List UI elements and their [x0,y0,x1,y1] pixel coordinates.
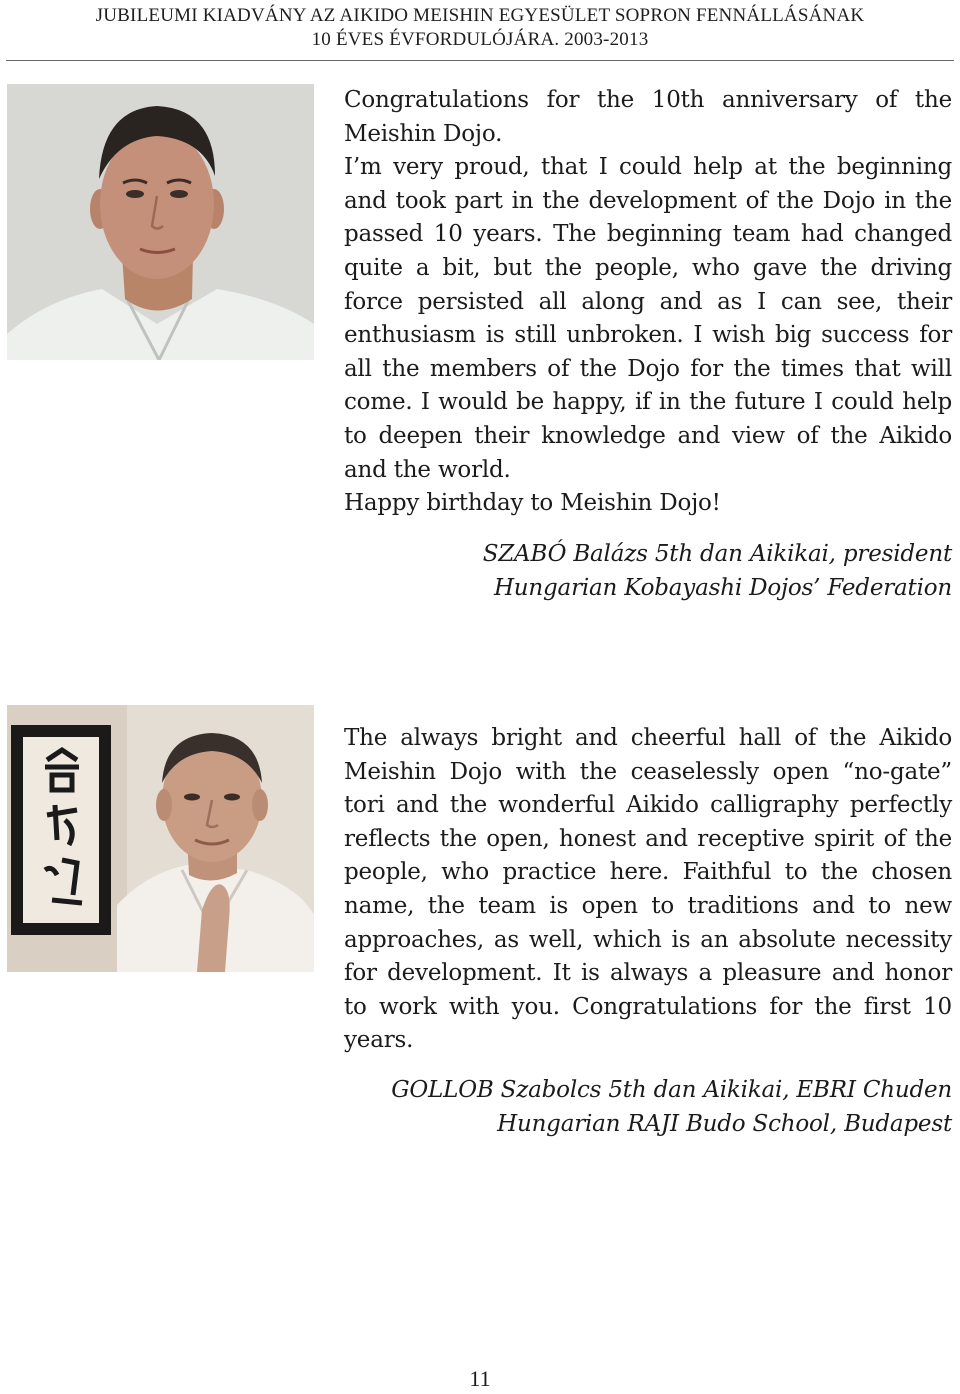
greeting-1-signature [483,538,952,605]
page-number: 11 [469,1366,491,1391]
signature-2-line-1: GOLLOB Szabolcs 5th dan Aikikai, EBRI Chuden [391,1077,952,1103]
running-header [0,4,960,52]
greeting-2-text [344,722,952,1058]
portrait-photo-2 [7,705,314,972]
header-line-1: JUBILEUMI KIADVÁNY AZ AIKIDO MEISHIN EGYESÜLET SOPRON FENNÁLLÁSÁNAK [95,5,865,26]
portrait-photo-1 [7,84,314,360]
greeting-2-signature [391,1074,952,1141]
greeting-1-text [344,84,952,521]
portrait-photo-2-image [7,705,314,972]
signature-1-line-2: Hungarian Kobayashi Dojos’ Federation [493,574,952,601]
header-line-2: 10 ÉVES ÉVFORDULÓJÁRA. 2003-2013 [311,29,649,50]
greeting-1-paragraph-2: I’m very proud, that I could help at the beginning and took part in the development of the Dojo in the passed 10 years. The beginning team had changed quite a bit, but the people, who gave the driving force persisted all along and as I can see, their enthusiasm is still unbroken. I wish big success for all the members of the Dojo for the times that will come. I would be happy, if in the future I could help to deepen their knowledge and view of the Aikido and the world. [344,154,952,483]
signature-2-line-2: Hungarian RAJI Budo School, Budapest [497,1110,952,1137]
portrait-photo-1-image [7,84,314,360]
signature-1-line-1: SZABÓ Balázs 5th dan Aikikai, president [482,541,952,567]
greeting-1-paragraph-3: Happy birthday to Meishin Dojo! [344,490,721,517]
header-rule [6,60,954,61]
greeting-2-paragraph-1: The always bright and cheerful hall of the Aikido Meishin Dojo with the ceaselessly open “no-gate” tori and the wonderful Aikido calligraphy perfectly reflects the open, honest and receptive spirit of the people, who practice here. Faithful to the chosen name, the team is open to traditions and to new approaches, as well, which is an absolute necessity for development. It is always a pleasure and honor to work with you. Congratulations for the first 10 years. [344,725,952,1054]
greeting-1-paragraph-1: Congratulations for the 10th anniversary of the Meishin Dojo. [344,87,952,147]
